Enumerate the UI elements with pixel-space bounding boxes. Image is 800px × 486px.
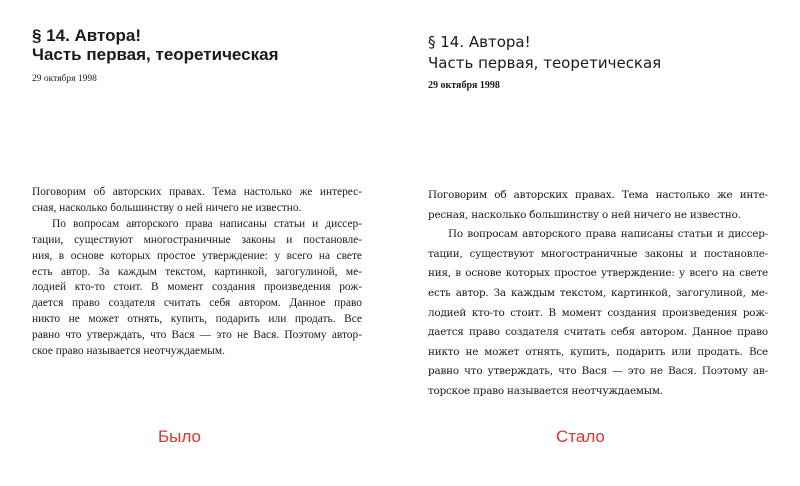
text-line: ское право называется неотчуждаемым. [32,345,225,358]
text-line: тации, существуют многостраничные законы и постановле- [32,233,362,246]
text-line: никто не может отнять, купить, подарить или продать. Все [428,345,768,358]
caption-before: Было [158,427,201,446]
section-title: § 14. Автора! [428,33,531,51]
text-line: есть автор. За каждым текстом, картинкой, загогулиной, ме- [428,286,768,299]
text-line: По вопросам авторского права написаны статьи и диссер- [448,228,768,241]
caption-after: Стало [556,427,605,446]
body-text [32,185,362,360]
section-subtitle: Часть первая, теоретическая [32,45,279,64]
text-line: равно что утверждать, что Вася — это не Вася. Поэтому автор- [32,329,362,342]
text-line: дается право создателя считать себя автором. Данное право [32,297,362,310]
text-line: дается право создателя считать себя автором. Данное право [428,326,768,339]
text-line: Поговорим об авторских правах. Тема настолько же интерес- [32,186,362,198]
text-line: сная, насколько большинству о ней ничего не известно. [32,201,302,214]
text-line: тации, существуют многостраничные законы и постановле- [428,247,768,260]
section-title: § 14. Автора! [32,26,142,45]
text-line: Поговорим об авторских правах. Тема настолько же инте- [428,189,768,201]
text-line: лодией кто-то стоит. В момент создания произведения рож- [428,306,768,319]
section-date: 29 октября 1998 [428,80,500,91]
section-date: 29 октября 1998 [32,74,97,84]
text-line: лодией кто-то стоит. В момент создания произведения рож- [32,281,362,294]
text-line: ния, в основе которых простое утверждение: у всего на свете [32,249,362,262]
text-line: равно что утверждать, что Вася — это не Вася. Поэтому ав- [428,365,768,378]
text-line: ния, в основе которых простое утверждение: у всего на свете [428,267,768,280]
section-subtitle: Часть первая, теоретическая [428,54,662,72]
text-line: По вопросам авторского права написаны статьи и диссер- [52,217,362,230]
text-line: есть автор. За каждым текстом, картинкой, загогулиной, ме- [32,265,362,278]
text-line: ресная, насколько большинству о ней ничего не известно. [428,208,741,221]
text-line: никто не может отнять, купить, подарить или продать. Все [32,313,362,326]
body-text [428,186,768,402]
text-line: торское право называется неотчуждаемым. [428,384,663,397]
